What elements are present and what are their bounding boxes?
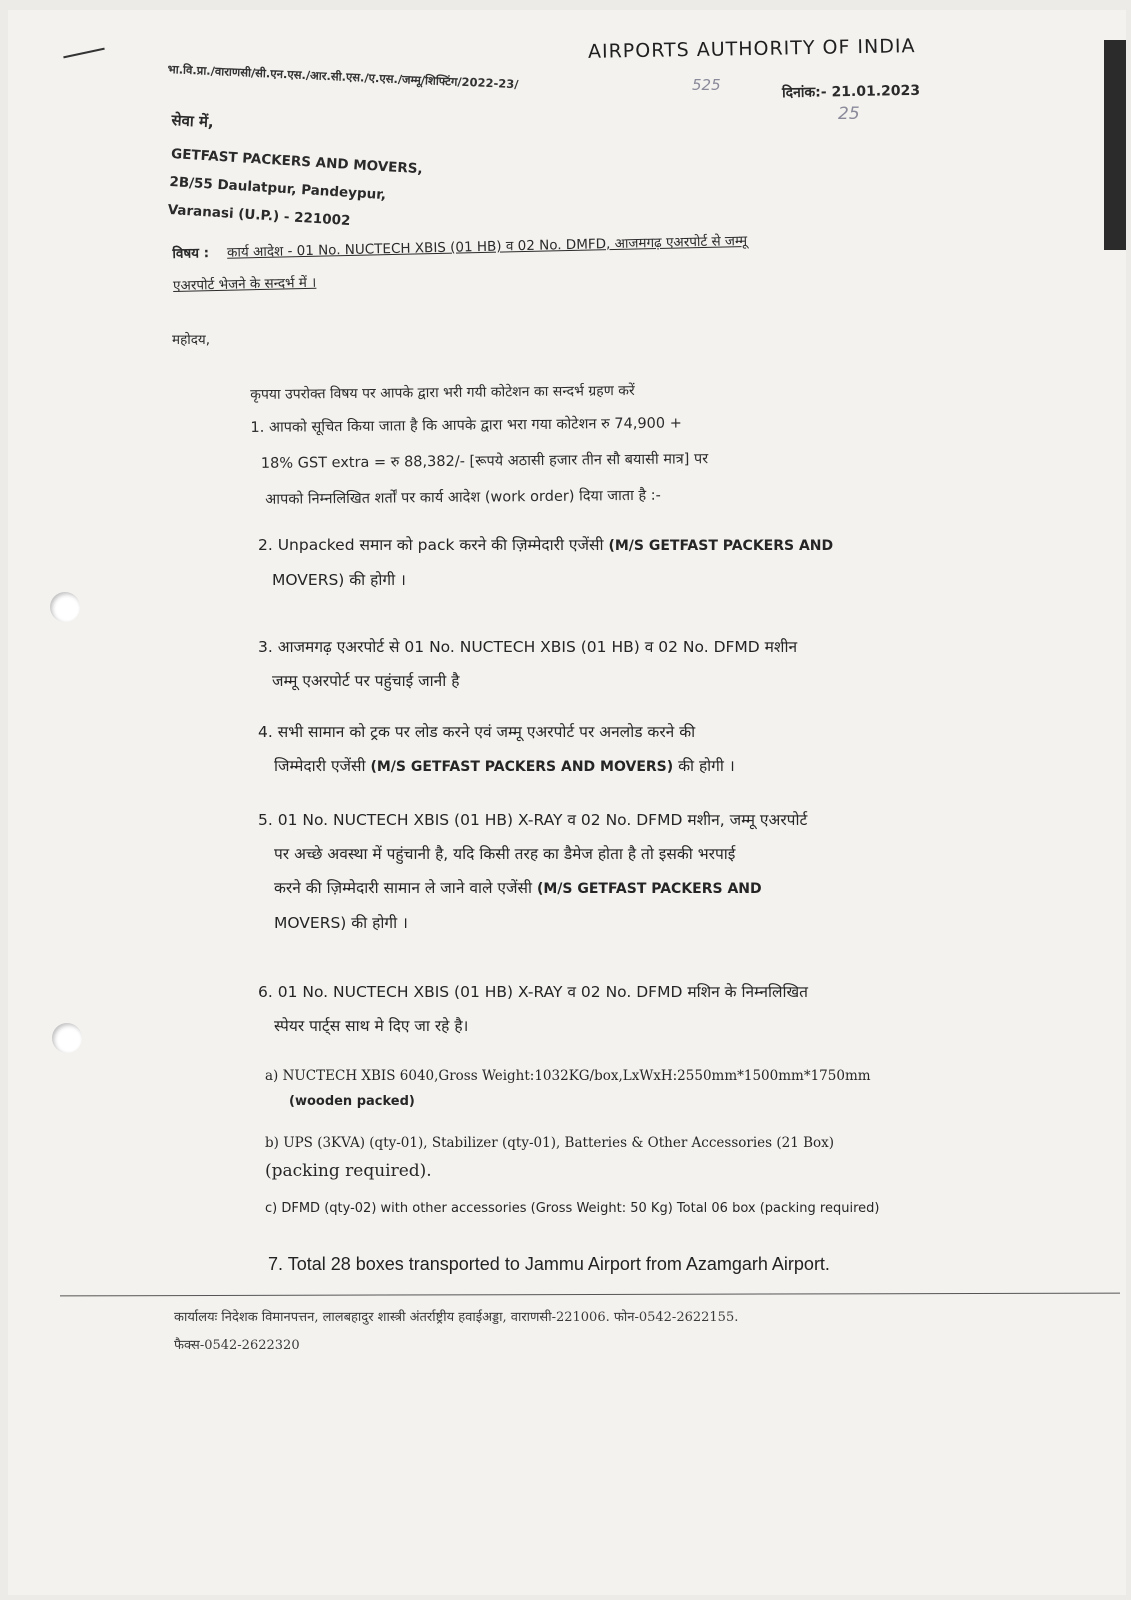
condition-4-text: जिम्मेदारी एजेंसी xyxy=(274,757,366,775)
spare-b-line2: (packing required). xyxy=(265,1161,432,1181)
condition-2-line2: MOVERS) की होगी । xyxy=(272,571,406,589)
pen-mark xyxy=(63,48,104,59)
salutation-to: सेवा में, xyxy=(171,110,215,132)
condition-3-line1: 3. आजमगढ़ एअरपोर्ट से 01 No. NUCTECH XBIS (01 HB) व 02 No. DFMD मशीन xyxy=(258,638,798,656)
organization-name: AIRPORTS AUTHORITY OF INDIA xyxy=(587,35,916,63)
condition-5-line2: पर अच्छे अवस्था में पहुंचानी है, यदि किसी तरह का डैमेज होता है तो इसकी भरपाई xyxy=(274,845,736,863)
spare-b-line1: b) UPS (3KVA) (qty-01), Stabilizer (qty-01), Batteries & Other Accessories (21 Box) xyxy=(265,1135,835,1151)
recipient-address xyxy=(167,140,424,239)
recipient-address-line2: Varanasi (U.P.) - 221002 xyxy=(167,201,351,230)
subject-label: विषय : xyxy=(172,245,210,262)
punch-hole-bottom xyxy=(52,1023,82,1053)
handwritten-reference: 525 xyxy=(692,76,721,94)
letter-date: दिनांक:- 21.01.2023 xyxy=(781,82,921,102)
condition-4 xyxy=(258,715,735,784)
condition-2-text: 2. Unpacked समान को pack करने की ज़िम्मेदारी एजेंसी xyxy=(258,536,604,554)
condition-6-line2: स्पेयर पार्ट्स साथ मे दिए जा रहे है। xyxy=(274,1017,469,1035)
condition-1-line3: आपको निम्नलिखित शर्तों पर कार्य आदेश (work order) दिया जाता है :- xyxy=(265,487,661,508)
condition-5-text: करने की ज़िम्मेदारी सामान ले जाने वाले एजेंसी xyxy=(274,879,532,897)
condition-2-agency: (M/S GETFAST PACKERS AND xyxy=(608,538,834,554)
recipient-name: GETFAST PACKERS AND MOVERS, xyxy=(170,145,424,178)
condition-6-line1: 6. 01 No. NUCTECH XBIS (01 HB) X-RAY व 02 No. DFMD मशिन के निम्नलिखित xyxy=(258,983,808,1001)
handwritten-date-note: 25 xyxy=(838,104,860,124)
condition-5 xyxy=(258,803,807,940)
spare-item-a xyxy=(265,1063,871,1115)
condition-4-agency: (M/S GETFAST PACKERS AND MOVERS) xyxy=(370,759,674,775)
condition-5-agency: (M/S GETFAST PACKERS AND xyxy=(536,881,762,897)
total-boxes-line: 7. Total 28 boxes transported to Jammu Airport from Azamgarh Airport. xyxy=(268,1254,830,1274)
condition-1-line1: 1. आपको सूचित किया जाता है कि आपके द्वारा भरा गया कोटेशन रु 74,900 + xyxy=(250,415,682,436)
spare-a-line2: (wooden packed) xyxy=(289,1094,415,1109)
spare-item-b xyxy=(265,1130,834,1186)
recipient-address-line1: 2B/55 Daulatpur, Pandeypur, xyxy=(168,173,387,204)
condition-1-line2: 18% GST extra = रु 88,382/- [रूपये अठासी हजार तीन सौ बयासी मात्र] पर xyxy=(260,451,709,472)
intro-and-condition-1 xyxy=(250,375,709,518)
footer-address: कार्यालयः निदेशक विमानपत्तन, लालबहादुर शास्त्री अंतर्राष्ट्रीय हवाईअड्डा, वाराणसी-221006. फोन-0542-2622155. xyxy=(174,1310,739,1325)
condition-2 xyxy=(258,528,833,597)
condition-4-line1: 4. सभी सामान को ट्रक पर लोड करने एवं जम्मू एअरपोर्ट पर अनलोड करने की xyxy=(258,723,696,741)
intro-text: कृपया उपरोक्त विषय पर आपके द्वारा भरी गयी कोटेशन का सन्दर्भ ग्रहण करें xyxy=(250,382,635,403)
spare-item-c xyxy=(265,1196,879,1222)
condition-4-end: की होगी । xyxy=(678,757,735,775)
office-footer xyxy=(174,1304,738,1360)
subject-line1: कार्य आदेश - 01 No. NUCTECH XBIS (01 HB) व 02 No. DMFD, आजमगढ़ एअरपोर्ट से जम्मू xyxy=(226,232,748,261)
spare-c-line: c) DFMD (qty-02) with other accessories (Gross Weight: 50 Kg) Total 06 box (packing required) xyxy=(265,1201,880,1216)
condition-6 xyxy=(258,975,808,1043)
scan-edge-shadow xyxy=(1104,40,1126,250)
salutation: महोदय, xyxy=(172,332,211,348)
footer-fax: फैक्स-0542-2622320 xyxy=(174,1338,300,1353)
spare-a-line1: a) NUCTECH XBIS 6040,Gross Weight:1032KG/box,LxWxH:2550mm*1500mm*1750mm xyxy=(265,1068,871,1084)
condition-3 xyxy=(258,630,797,698)
condition-3-line2: जम्मू एअरपोर्ट पर पहुंचाई जानी है xyxy=(272,672,460,690)
subject-line2: एअरपोर्ट भेजने के सन्दर्भ में । xyxy=(172,274,317,294)
condition-5-line4: MOVERS) की होगी । xyxy=(274,914,408,932)
subject xyxy=(172,225,748,302)
reference-number: भा.वि.प्रा./वाराणसी/सी.एन.एस./आर.सी.एस./ए.एस./जम्मू/शिफ्टिंग/2022-23/ xyxy=(167,62,519,92)
condition-5-line1: 5. 01 No. NUCTECH XBIS (01 HB) X-RAY व 02 No. DFMD मशीन, जम्मू एअरपोर्ट xyxy=(258,811,808,829)
punch-hole-top xyxy=(50,592,80,622)
